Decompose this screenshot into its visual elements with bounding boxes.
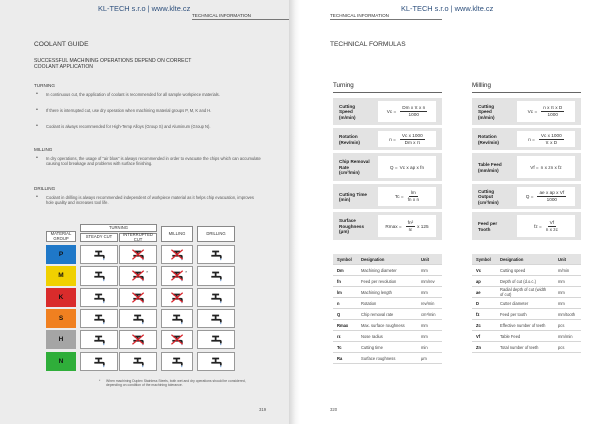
svg-text:*: *	[145, 270, 148, 276]
formula-label: Cutting Speed (m/min)	[478, 103, 495, 120]
coolant-tap-icon	[131, 312, 146, 325]
formula-box	[472, 98, 581, 126]
coolant-cell	[161, 330, 193, 349]
th-turning: TURNING	[80, 224, 157, 232]
coolant-cell	[161, 309, 193, 328]
formula-box	[333, 153, 442, 182]
formula-equation: Q = Vc x ap x fn	[378, 156, 436, 178]
formula-label: Surface Roughness (μm)	[339, 218, 365, 235]
formula-label: Chip Removal Rate (cm³/min)	[339, 159, 370, 176]
th-steady-cut: STEADY CUT	[80, 233, 118, 242]
table-row: Q Chip removal rate cm³/min	[333, 309, 442, 320]
table-row: Vc Cutting speed m/min	[472, 265, 581, 276]
page-title: TECHNICAL FORMULAS	[330, 41, 406, 48]
header-subtitle: TECHNICAL INFORMATION	[192, 13, 251, 18]
formula-equation: fz = $\frac{Vf}{\text{n x zc}}$	[517, 215, 575, 237]
coolant-cell	[119, 330, 157, 349]
no-coolant-icon	[170, 291, 185, 304]
table-row: rε Nose radius mm	[333, 331, 442, 342]
right-page	[300, 0, 600, 424]
formula-box	[472, 184, 581, 210]
coolant-cell	[197, 266, 235, 285]
coolant-tap-icon	[209, 291, 224, 304]
formula-label: Cutting Output (cm³/min)	[478, 188, 499, 205]
coolant-cell	[119, 245, 157, 264]
table-row: fn Feed per revolution mm/rev	[333, 276, 442, 287]
turning-heading: TURNING	[34, 83, 55, 88]
table-row: Zn Total number of teeth pcs	[472, 342, 581, 353]
coolant-tap-icon	[92, 291, 107, 304]
coolant-tap-icon	[92, 269, 107, 282]
table-row: fz Feed per tooth mm/tooth	[472, 309, 581, 320]
formula-equation: Rmax = $\frac{\text{fn²}}{r\varepsilon}$ x 125	[378, 215, 436, 237]
no-coolant-icon	[170, 269, 185, 282]
left-page	[0, 0, 289, 424]
coolant-tap-icon	[131, 355, 146, 368]
formula-label: Rotation (Rev/min)	[339, 134, 360, 145]
material-group-n: N	[46, 352, 76, 371]
coolant-cell	[80, 309, 118, 328]
header-subtitle: TECHNICAL INFORMATION	[330, 13, 389, 18]
th-material-group: MATERIAL GROUP	[46, 231, 76, 242]
coolant-cell	[197, 352, 235, 371]
drilling-heading: DRILLING	[34, 186, 56, 191]
coolant-cell	[80, 352, 118, 371]
formula-equation: Vc = $\frac{\text{n x π x D}}{1000}$	[517, 101, 575, 122]
milling-bullet: • In dry operations, the usage of "air blow" is always recommended in order to evacuate the chips which can accumulate causing tool breakage and problems with surface finishing.	[46, 156, 261, 167]
coolant-tap-icon	[209, 312, 224, 325]
table-row: D Cutter diameter mm	[472, 298, 581, 309]
th-interrupted-cut: INTERRUPTED CUT	[119, 233, 157, 242]
formula-box	[333, 212, 442, 241]
turning-bullet: • If there is interrupted cut, use dry operation when machining material groups P, M, K and H.	[46, 108, 261, 113]
formula-box	[333, 128, 442, 151]
formula-equation: Tc = $\frac{lm}{\text{fn x n}}$	[378, 187, 436, 206]
milling-section-title: Millling	[472, 82, 491, 89]
no-coolant-icon	[170, 333, 185, 346]
coolant-tap-icon	[209, 269, 224, 282]
coolant-tap-icon	[92, 333, 107, 346]
table-row: Dm Machining diameter mm	[333, 265, 442, 276]
header-rule	[330, 19, 442, 20]
table-row: n Rotation rev/min	[333, 298, 442, 309]
formula-box	[472, 128, 581, 151]
formula-label: Rotation (Rev/min)	[478, 134, 499, 145]
turning-section-title: Turning	[333, 82, 354, 89]
table-row: lm Machining length mm	[333, 287, 442, 298]
no-coolant-icon	[131, 291, 146, 304]
formula-equation: n = $\frac{\text{Vc x 1000}}{\text{π x D}}$	[517, 131, 575, 147]
no-coolant-icon	[131, 248, 146, 261]
formula-equation: n = $\frac{\text{Vc x 1000}}{\text{Dm x π}}$	[378, 131, 436, 147]
no-coolant-icon	[131, 333, 146, 346]
table-row: Vf Table Feed mm/min	[472, 331, 581, 342]
material-group-s: S	[46, 309, 76, 328]
coolant-cell	[161, 352, 193, 371]
table-row: Tc Cutting time min	[333, 342, 442, 353]
coolant-cell	[80, 288, 118, 307]
turning-bullet: • In continuous cut, the application of coolant is recommended for all sample workpiece materials.	[46, 92, 261, 97]
subtitle: SUCCESSFUL MACHINING OPERATIONS DEPEND ON CORRECT COOLANT APPLICATION	[34, 58, 192, 71]
material-group-k: K	[46, 288, 76, 307]
coolant-cell	[119, 352, 157, 371]
milling-heading: MILLING	[34, 147, 53, 152]
material-group-m: M	[46, 266, 76, 285]
formula-label: Cutting Speed (m/min)	[339, 103, 356, 120]
book-spine	[289, 0, 300, 424]
header-brand[interactable]: KL-TECH s.r.o | www.klte.cz	[401, 4, 494, 13]
coolant-cell	[161, 245, 193, 264]
material-group-h: H	[46, 330, 76, 349]
coolant-cell	[80, 266, 118, 285]
coolant-cell	[161, 288, 193, 307]
table-footnote: * When machining Duplex Stainless Steels, both wet and dry operations should be considered, depending on condition of the machining tolerance.	[106, 379, 256, 388]
no-coolant-icon	[131, 269, 146, 282]
formula-equation: Vc = $\frac{\text{Dm x π x n}}{1000}$	[378, 101, 436, 122]
formula-label: Feed per Tooth	[478, 221, 498, 232]
svg-text:*: *	[184, 270, 187, 276]
table-row: ae Radial depth of cut (width of cut) mm	[472, 287, 581, 298]
coolant-cell	[197, 245, 235, 264]
coolant-tap-icon	[92, 355, 107, 368]
table-row: ap Depth of cut (d.o.c.) mm	[472, 276, 581, 287]
coolant-cell	[80, 330, 118, 349]
formula-label: Table Feed (mm/min)	[478, 162, 502, 173]
turning-section-rule	[333, 92, 442, 93]
header-rule	[192, 19, 289, 20]
coolant-cell	[119, 309, 157, 328]
drilling-bullet: • Coolant in drilling is always recommended independent of workpiece material as it helps chip evacuation, improves hole quality and increases tool life.	[46, 195, 261, 206]
formula-label: Cutting Time (min)	[339, 191, 367, 202]
formula-box	[472, 212, 581, 241]
table-row: Rmax Max. surface roughness mm	[333, 320, 442, 331]
th-drilling: DRILLING	[197, 226, 235, 242]
coolant-cell	[197, 309, 235, 328]
page-number: 319	[259, 407, 267, 412]
coolant-cell	[119, 288, 157, 307]
table-header: Symbol Designation Unit	[472, 254, 581, 265]
page-number: 320	[330, 407, 338, 412]
coolant-cell	[119, 266, 157, 285]
turning-bullet: • Coolant is always recommended for High-Temp Alloys (Group S) and Aluminum (Group N).	[46, 124, 261, 129]
table-row: Ra Surface roughness μm	[333, 353, 442, 364]
page-title: COOLANT GUIDE	[34, 41, 89, 48]
coolant-cell	[197, 288, 235, 307]
formula-box	[333, 98, 442, 126]
coolant-tap-icon	[92, 312, 107, 325]
table-header: Symbol Designation Unit	[333, 254, 442, 265]
no-coolant-icon	[170, 248, 185, 261]
coolant-tap-icon	[209, 355, 224, 368]
coolant-tap-icon	[170, 355, 185, 368]
table-row: Zc Effective number of teeth pcs	[472, 320, 581, 331]
coolant-tap-icon	[209, 333, 224, 346]
formula-box	[333, 184, 442, 210]
th-milling: MILLING	[161, 226, 193, 242]
coolant-tap-icon	[209, 248, 224, 261]
milling-section-rule	[472, 92, 581, 93]
material-group-p: P	[46, 245, 76, 264]
coolant-cell	[161, 266, 193, 285]
coolant-cell	[80, 245, 118, 264]
coolant-tap-icon	[92, 248, 107, 261]
formula-box	[472, 153, 581, 182]
formula-equation: Q = $\frac{\text{ae x ap x Vf}}{1000}$	[517, 187, 575, 206]
formula-equation: Vf = n x zn x fz	[517, 156, 575, 178]
header-brand[interactable]: KL-TECH s.r.o | www.klte.cz	[98, 4, 191, 13]
coolant-cell	[197, 330, 235, 349]
coolant-tap-icon	[170, 312, 185, 325]
